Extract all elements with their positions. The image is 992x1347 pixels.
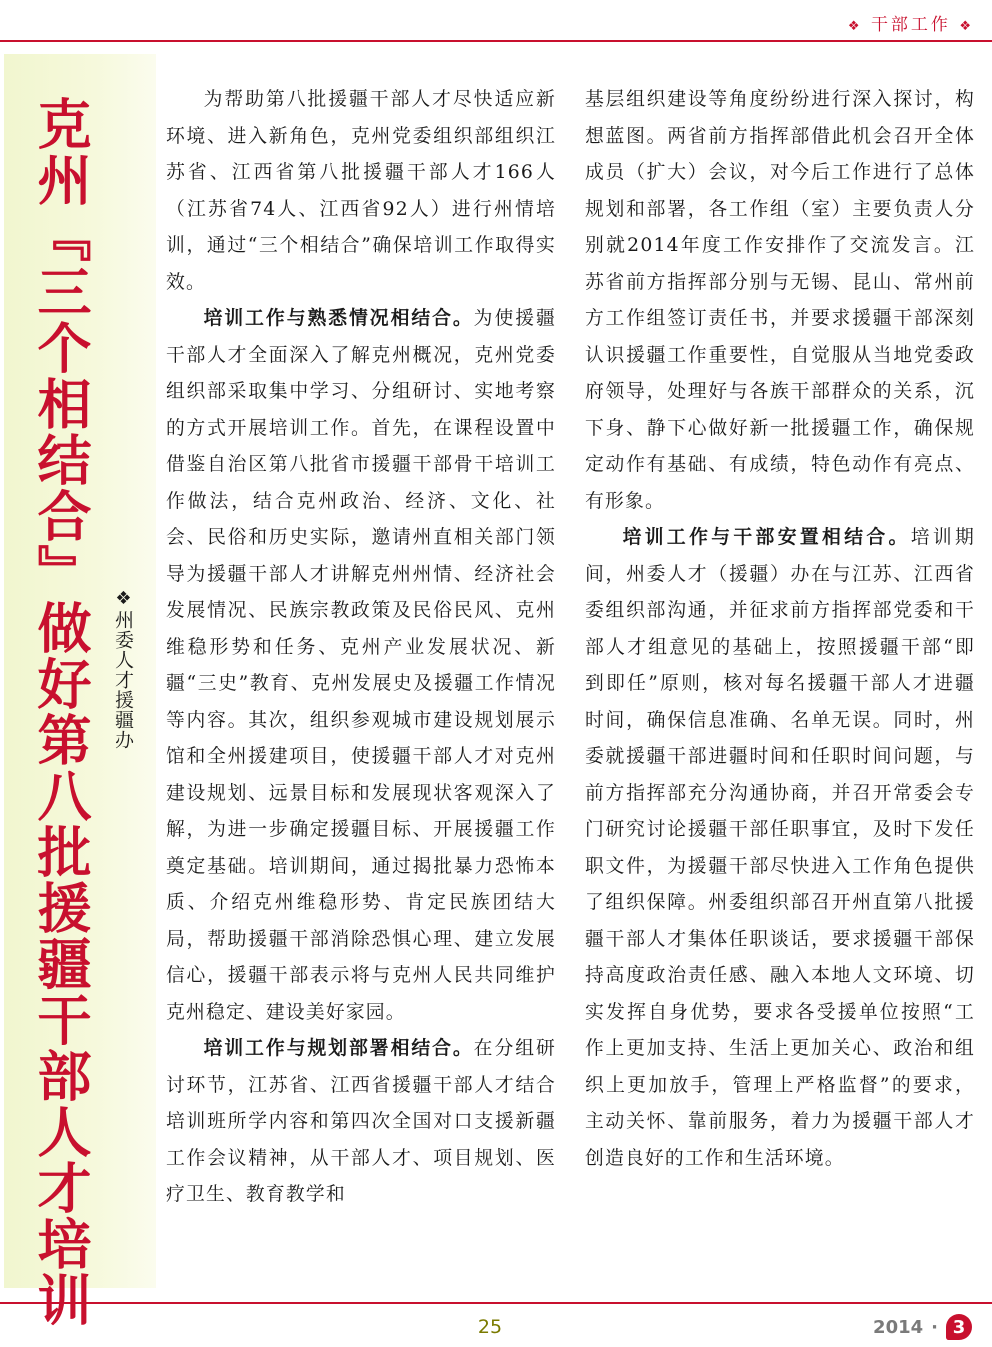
paragraph-lead: 培训工作与规划部署相结合。 [203, 1038, 474, 1059]
paragraph-familiarize [166, 301, 556, 1031]
issue-info [873, 1313, 972, 1341]
left-column [166, 82, 556, 1214]
paragraph-text: 为使援疆干部人才全面深入了解克州概况，克州党委组织部采取集中学习、分组研讨、实地考察的方式开展培训工作。首先，在课程设置中借鉴自治区第八批省市援疆干部骨干培训工作做法，结合克州政治、经济、文化、社会、民俗和历史实际，邀请州直相关部门领导为援疆干部人才讲解克州州情、经济社会发展情况、民族宗教政策及民俗民风、克州维稳形势和任务、克州产业发展状况、新疆“三史”教育、克州发展史及援疆工作情况等内容。其次，组织参观城市建设规划展示馆和全州援建项目，使援疆干部人才对克州建设规划、远景目标和发展现状客观深入了解，为进一步确定援疆目标、开展援疆工作奠定基础。培训期间，通过揭批暴力恐怖本质、介绍克州维稳形势、肯定民族团结大局，帮助援疆干部消除恐惧心理、建立发展信心，援疆干部表示将与克州人民共同维护克州稳定、建设美好家园。 [166, 308, 556, 1023]
section-title: 干部工作 [870, 15, 951, 35]
paragraph-placement [585, 520, 975, 1177]
paragraph-intro [166, 82, 556, 301]
byline [110, 588, 136, 750]
issue-separator: · [931, 1316, 938, 1338]
paragraph-planning [166, 1031, 556, 1214]
bottom-divider [0, 1302, 992, 1304]
byline-mark-icon: ❖ [113, 588, 134, 610]
paragraph-planning-continued [585, 82, 975, 520]
ornament-left-icon: ❖ [847, 19, 863, 34]
right-column [585, 82, 975, 1177]
article-title: 克州『三个相结合』做好第八批援疆干部人才培训 [29, 96, 92, 1328]
section-header [848, 10, 974, 35]
paragraph-text: 培训期间，州委人才（援疆）办在与江苏、江西省委组织部沟通，并征求前方指挥部党委和干部人才组意见的基础上，按照援疆干部“即到即任”原则，核对每名援疆干部人才进疆时间，确保信息准确、名单无误。同时，州委就援疆干部进疆时间和任职时间问题，与前方指挥部充分沟通协商，并召开常委会专门研究讨论援疆干部任职事宜，及时下发任职文件，为援疆干部尽快进入工作角色提供了组织保障。州委组织部召开州直第八批援疆干部人才集体任职谈话，要求援疆干部保持高度政治责任感、融入本地人文环境、切实发挥自身优势，要求各受援单位按照“工作上更加支持、生活上更加关心、政治和组织上更加放手，管理上严格监督”的要求，主动关怀、靠前服务，着力为援疆干部人才创造良好的工作和生活环境。 [585, 527, 975, 1169]
byline-author: 州委人才援疆办 [112, 610, 134, 750]
ornament-right-icon: ❖ [959, 19, 974, 34]
paragraph-lead: 培训工作与干部安置相结合。 [622, 527, 911, 548]
paragraph-text: 在分组研讨环节，江苏省、江西省援疆干部人才结合培训班所学内容和第四次全国对口支援新疆工作会议精神，从干部人才、项目规划、医疗卫生、教育教学和 [166, 1038, 556, 1205]
issue-number-badge: 3 [946, 1314, 972, 1340]
paragraph-lead: 培训工作与熟悉情况相结合。 [203, 308, 474, 329]
paragraph-text: 基层组织建设等角度纷纷进行深入探讨，构想蓝图。两省前方指挥部借此机会召开全体成员（扩大）会议，对今后工作进行了总体规划和部署，各工作组（室）主要负责人分别就2014年度工作安排作了交流发言。江苏省前方指挥部分别与无锡、昆山、常州前方工作组签订责任书，并要求援疆干部深刻认识援疆工作重要性，自觉服从当地党委政府领导，处理好与各族干部群众的关系，沉下身、静下心做好新一批援疆工作，确保规定动作有基础、有成绩，特色动作有亮点、有形象。 [585, 89, 975, 512]
issue-year: 2014 [873, 1316, 924, 1338]
paragraph-text: 为帮助第八批援疆干部人才尽快适应新环境、进入新角色，克州党委组织部组织江苏省、江西省第八批援疆干部人才166人（江苏省74人、江西省92人）进行州情培训，通过“三个相结合”确保培训工作取得实效。 [166, 89, 556, 293]
top-divider [0, 40, 992, 42]
page-number: 25 [477, 1316, 503, 1338]
